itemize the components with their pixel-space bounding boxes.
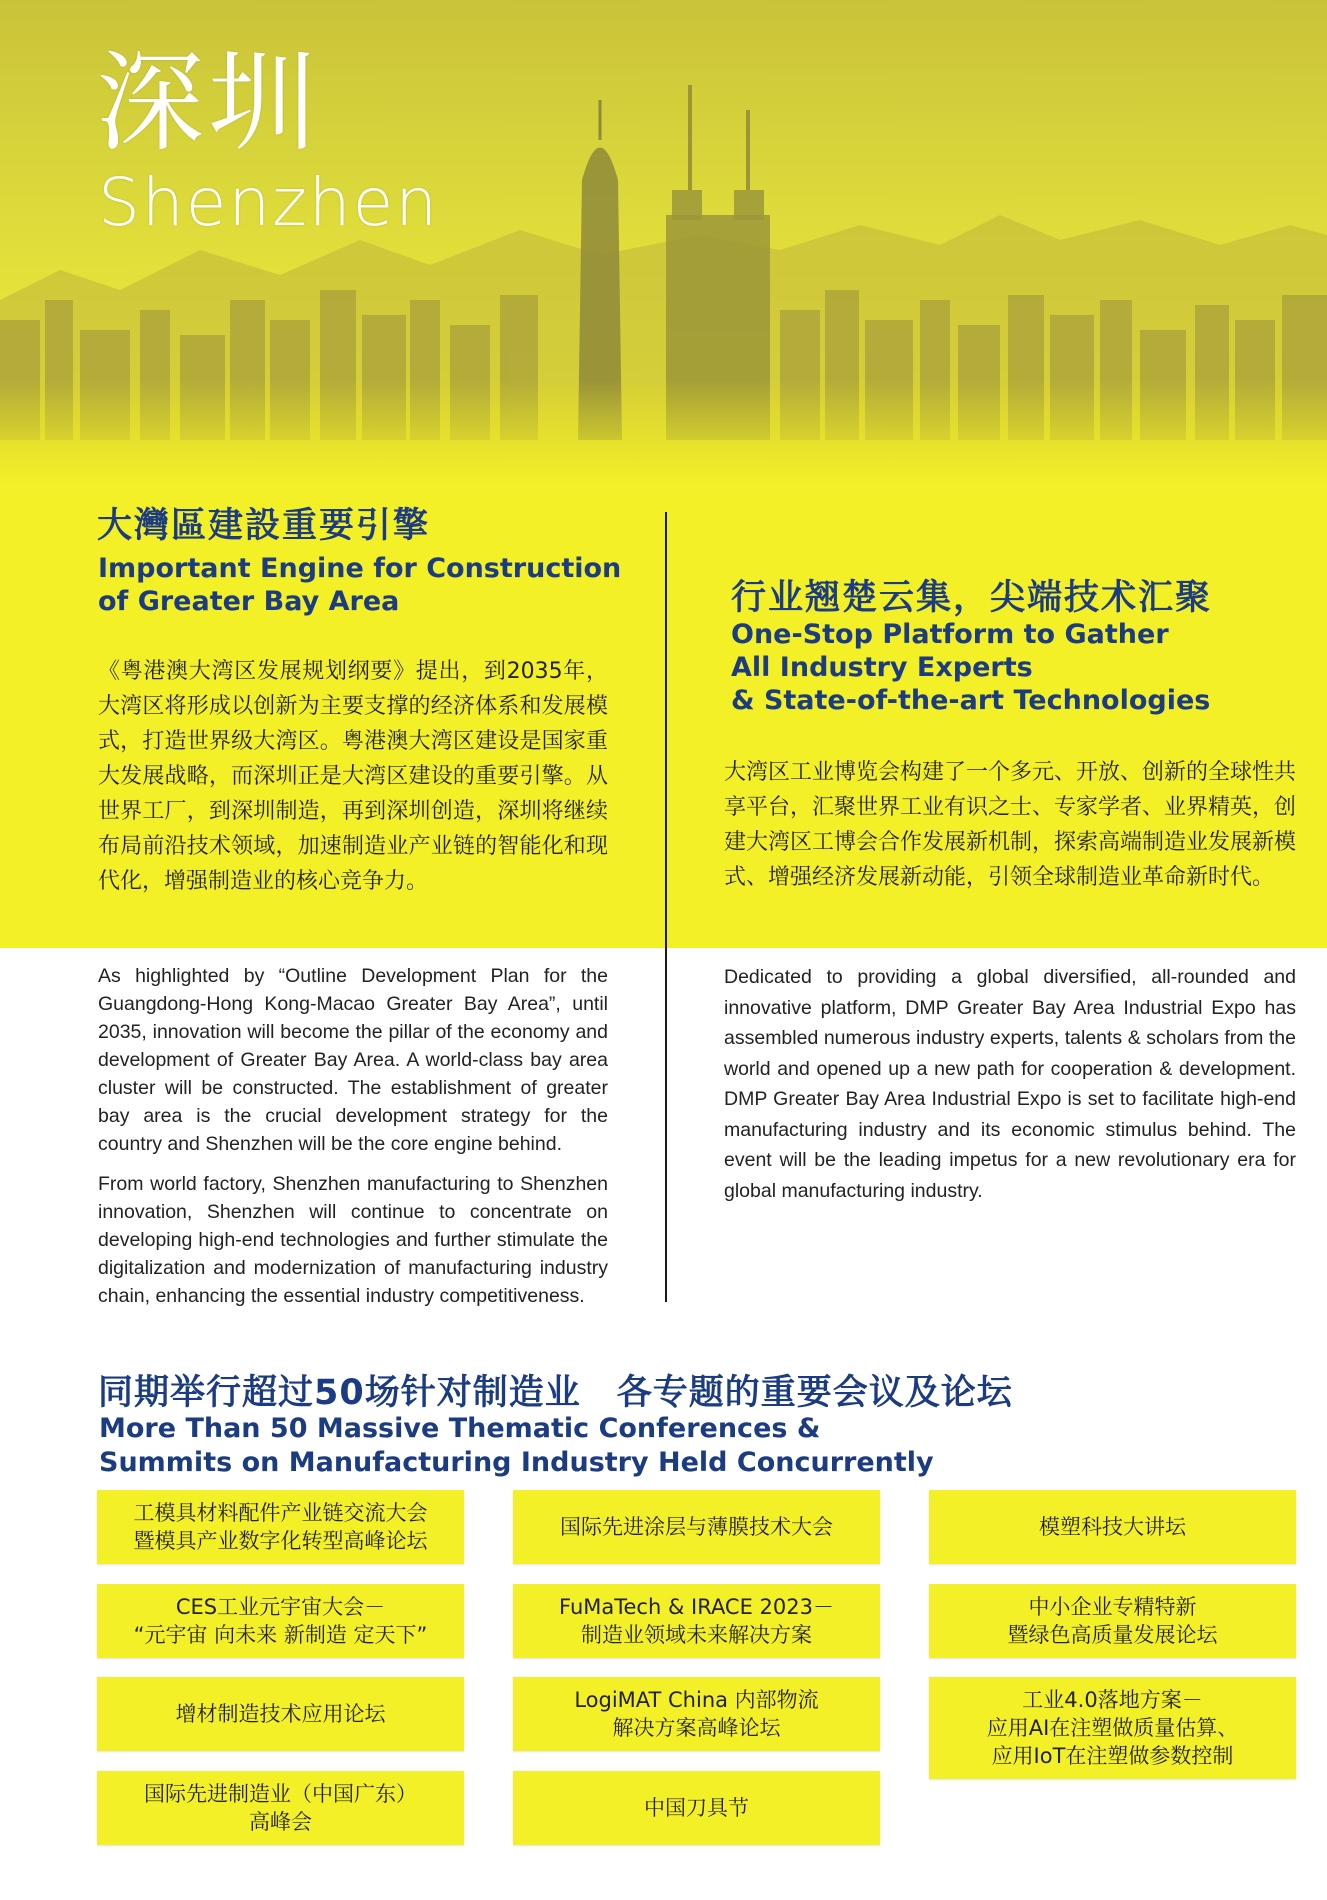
conference-label-line: 增材制造技术应用论坛 — [175, 1702, 386, 1726]
right-paragraph-en: Dedicated to providing a global diversified, all-rounded and innovative platform, DMP Greater Bay Area Industrial Expo has assembled numerous industry experts, talents & scholars from the world and opened up a new path for cooperation & development. DMP Greater Bay Area Industrial Expo is set to facilitate high-end manufacturing industry and its economic stimulus behind. The event will be the leading impetus for a new revolutionary era for global manufacturing industry. — [724, 966, 1296, 1202]
conference-box — [513, 1490, 880, 1564]
conference-box — [929, 1584, 1296, 1658]
conference-label — [176, 1700, 386, 1728]
right-heading-en — [731, 618, 1210, 717]
conference-box — [929, 1490, 1296, 1564]
conference-label — [144, 1780, 417, 1836]
conference-label-line: 中小企业专精特新 — [1028, 1595, 1197, 1619]
hero-title-en: Shenzhen — [98, 164, 440, 241]
conference-label — [134, 1593, 428, 1649]
right-heading-en-line-3: & State-of-the-art Technologies — [731, 685, 1211, 716]
conference-label-line: 暨绿色高质量发展论坛 — [1007, 1623, 1218, 1647]
conference-label-line: 制造业领域未来解决方案 — [581, 1623, 812, 1647]
conference-label-line: 应用IoT在注塑做参数控制 — [991, 1744, 1234, 1768]
conferences-heading-cn: 同期举行超过50场针对制造业 各专题的重要会议及论坛 — [98, 1373, 1013, 1413]
conference-box — [929, 1677, 1296, 1779]
conference-label-line: “元宇宙 向未来 新制造 定天下” — [133, 1623, 428, 1647]
conference-box — [513, 1584, 880, 1658]
conference-label-line: 解决方案高峰论坛 — [612, 1716, 781, 1740]
conference-label-line: 高峰会 — [249, 1810, 312, 1834]
column-divider — [665, 512, 667, 1302]
hero-title-cn: 深圳 — [96, 41, 321, 166]
conference-label-line: FuMaTech & IRACE 2023－ — [559, 1595, 834, 1619]
conference-label-line: LogiMAT China 内部物流 — [574, 1688, 819, 1712]
conference-label — [559, 1593, 834, 1649]
right-heading-en-line-2: All Industry Experts — [731, 652, 1033, 683]
conference-label — [1039, 1513, 1186, 1541]
left-heading-en — [98, 552, 621, 618]
left-heading-en-line-1: Important Engine for Construction — [98, 553, 622, 584]
conference-label-line: CES工业元宇宙大会－ — [175, 1595, 386, 1619]
conference-label — [560, 1513, 833, 1541]
conference-box — [513, 1677, 880, 1751]
conference-box — [97, 1677, 464, 1751]
conferences-heading-en-line-2: Summits on Manufacturing Industry Held Concurrently — [99, 1447, 934, 1478]
conferences-heading-en-line-1: More Than 50 Massive Thematic Conferences & — [99, 1413, 821, 1444]
conference-label-line: 工模具材料配件产业链交流大会 — [133, 1501, 428, 1525]
right-paragraph-cn: 大湾区工业博览会构建了一个多元、开放、创新的全球性共享平台，汇聚世界工业有识之士、专家学者、业界精英，创建大湾区工博会合作发展新机制，探索高端制造业发展新模式、增强经济发展新动能，引领全球制造业革命新时代。 — [724, 760, 1297, 890]
conferences-heading-en — [99, 1412, 934, 1480]
conference-label — [134, 1499, 428, 1555]
conference-label — [644, 1794, 749, 1822]
conference-grid — [97, 1490, 1297, 1870]
conference-box — [97, 1584, 464, 1658]
conference-label — [1008, 1593, 1218, 1649]
left-paragraph-cn: 《粤港澳大湾区发展规划纲要》提出，到2035年，大湾区将形成以创新为主要支撑的经济体系和发展模式，打造世界级大湾区。粤港澳大湾区建设是国家重大发展战略，而深圳正是大湾区建设的重要引擎。从世界工厂，到深圳制造，再到深圳创造，深圳将继续布局前沿技术领域，加速制造业产业链的智能化和现代化，增强制造业的核心竞争力。 — [98, 659, 608, 894]
left-heading-en-line-2: of Greater Bay Area — [98, 586, 400, 617]
conference-label-line: 应用AI在注塑做质量估算、 — [986, 1716, 1239, 1740]
right-heading-en-line-1: One-Stop Platform to Gather — [731, 619, 1169, 650]
right-heading-cn: 行业翘楚云集，尖端技术汇聚 — [731, 578, 1213, 618]
conference-label — [987, 1686, 1239, 1770]
left-heading-cn: 大灣區建設重要引擎 — [97, 506, 431, 546]
conference-box — [97, 1771, 464, 1845]
conference-box — [513, 1771, 880, 1845]
conference-label-line: 国际先进制造业（中国广东） — [144, 1782, 417, 1806]
conference-label-line: 工业4.0落地方案－ — [1022, 1688, 1203, 1712]
conference-label-line: 中国刀具节 — [644, 1796, 749, 1820]
conference-label-line: 国际先进涂层与薄膜技术大会 — [560, 1515, 833, 1539]
left-paragraph-en-1: As highlighted by “Outline Development Plan for the Guangdong-Hong Kong-Macao Greater Bay Area”, until 2035, innovation will become the pillar of the economy and development of Greater Bay Area. A world-class bay area cluster will be constructed. The establishment of greater bay area is the crucial development strategy for the country and Shenzhen will be the core engine behind. — [98, 965, 608, 1155]
conference-label-line: 暨模具产业数字化转型高峰论坛 — [133, 1529, 428, 1553]
conference-box — [97, 1490, 464, 1564]
conference-label-line: 模塑科技大讲坛 — [1039, 1515, 1186, 1539]
conference-label — [574, 1686, 818, 1742]
left-paragraph-en-2: From world factory, Shenzhen manufacturing to Shenzhen innovation, Shenzhen will continue to concentrate on developing high-end technologies and further stimulate the digitalization and modernization of manufacturing industry chain, enhancing the essential industry competitiveness. — [98, 1173, 608, 1307]
hero-banner — [0, 0, 1327, 488]
